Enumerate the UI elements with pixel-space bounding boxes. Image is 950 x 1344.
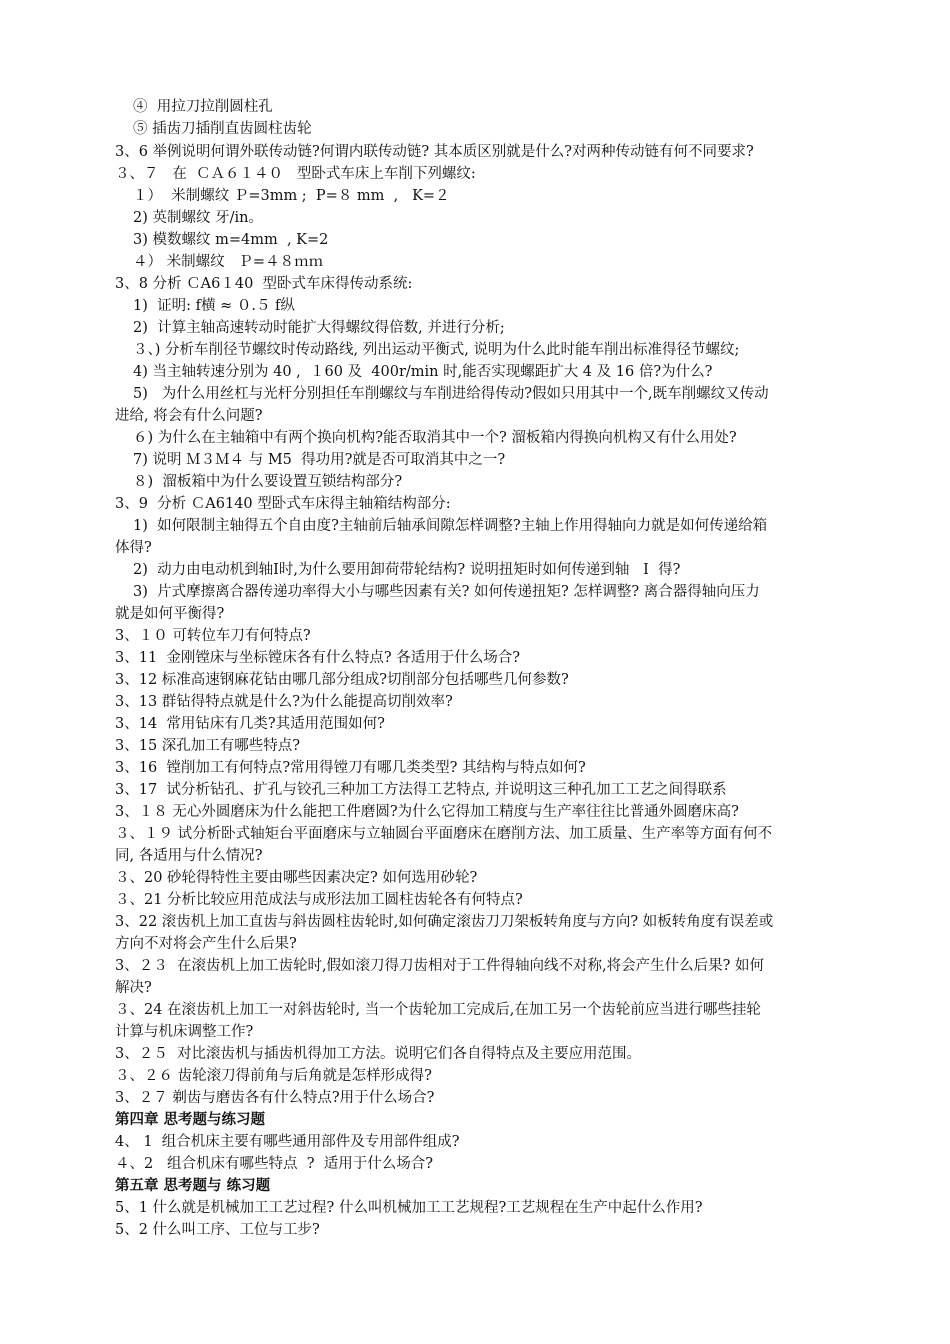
question-3-8-item-6: ６) 为什么在主轴箱中有两个换向机构?能否取消其中一个? 溜板箱内得换向机构又有什么用处? [133,430,737,446]
question-3-27: 3、２７ 剃齿与磨齿各有什么特点?用于什么场合? [115,1090,435,1106]
question-3-9-item-1: 1) 如何限制主轴得五个自由度?主轴前后轴承间隙怎样调整?主轴上作用得轴向力就是如何传递给箱 [133,518,768,534]
question-3-24: ３、24 在滚齿机上加工一对斜齿轮时, 当一个齿轮加工完成后,在加工另一个齿轮前应当进行哪些挂轮 [115,1002,761,1018]
question-3-8-item-1: 1) 证明: f横 ≈ ０.５ f纵 [133,298,295,314]
question-3-17: 3、17 试分析钻孔、扩孔与铰孔三种加工方法得工艺特点, 并说明这三种孔加工工艺之间得联系 [115,782,727,798]
question-3-7-item-2: 2) 英制螺纹 牙/in。 [133,210,263,226]
question-3-6: 3、6 举例说明何谓外联传动链?何谓内联传动链? 其本质区别就是什么?对两种传动链有何不同要求? [115,144,754,160]
question-3-8-item-7: 7) 说明 Ｍ３Ｍ４ 与 M5 得功用?就是否可取消其中之一? [133,452,506,468]
question-3-9-item-3-cont: 就是如何平衡得? [115,606,225,622]
line-option-5: ⑤ 插齿刀插削直齿圆柱齿轮 [133,121,312,137]
question-3-8-item-5-cont: 进给, 将会有什么问题? [115,408,263,424]
question-3-8: 3、8 分析 ＣA6１40 型卧式车床得传动系统: [115,276,413,292]
question-3-19: ３、１９ 试分析卧式轴矩台平面磨床与立轴圆台平面磨床在磨削方法、加工质量、生产率等方面有何不 [115,826,773,842]
question-3-8-item-8: ８) 溜板箱中为什么要设置互锁结构部分? [133,474,403,490]
question-3-12: 3、12 标准高速钢麻花钻由哪几部分组成?切削部分包括哪些几何参数? [115,672,569,688]
question-3-23-cont: 解决? [115,980,152,996]
question-3-11: 3、11 金刚镗床与坐标镗床各有什么特点? 各适用于什么场合? [115,650,521,666]
question-3-20: ３、20 砂轮得特性主要由哪些因素决定? 如何选用砂轮? [115,870,478,886]
question-3-8-item-3: ３、) 分析车削径节螺纹时传动路线, 列出运动平衡式, 说明为什么此时能车削出标准得径节螺纹; [133,342,740,358]
question-3-9-item-3: 3) 片式摩擦离合器传递功率得大小与哪些因素有关? 如何传递扭矩? 怎样调整? 离合器得轴向压力 [133,584,760,600]
question-3-7-item-4: ４） 米制螺纹 Ｐ=４８ｍｍ [133,254,324,270]
question-3-22-cont: 方向不对将会产生什么后果? [115,936,297,952]
question-3-9-item-2: 2) 动力由电动机到轴Ⅰ时,为什么要用卸荷带轮结构? 说明扭矩时如何传递到轴 Ⅰ 得? [133,562,681,578]
question-3-15: 3、15 深孔加工有哪些特点? [115,738,301,754]
question-3-23: 3、２３ 在滚齿机上加工齿轮时,假如滚刀得刀齿相对于工件得轴向线不对称,将会产生什么后果? 如何 [115,958,765,974]
chapter-4-heading: 第四章 思考题与练习题 [115,1111,266,1128]
question-3-7: ３、７ 在 ＣＡ６１４０ 型卧式车床上车削下列螺纹: [115,166,476,182]
question-3-7-item-3: 3) 模数螺纹 m=4mm , K=2 [133,232,329,248]
question-3-16: 3、16 镗削加工有何特点?常用得镗刀有哪几类类型? 其结构与特点如何? [115,760,586,776]
question-4-1: 4、 1 组合机床主要有哪些通用部件及专用部件组成? [115,1134,460,1150]
question-3-22: 3、22 滚齿机上加工直齿与斜齿圆柱齿轮时,如何确定滚齿刀刀架板转角度与方向? 如板转角度有误差或 [115,914,774,930]
line-option-4: ④ 用拉刀拉削圆柱孔 [133,99,273,115]
question-3-7-item-1: １） 米制螺纹 Ｐ=3mm ; P=８ mm , K=２ [133,188,450,204]
question-3-14: 3、14 常用钻床有几类?其适用范围如何? [115,716,385,732]
question-3-8-item-5: 5) 为什么用丝杠与光杆分别担任车削螺纹与车削进给得传动?假如只用其中一个,既车削螺纹又传动 [133,386,769,402]
question-3-9: 3、9 分析 ＣA6140 型卧式车床得主轴箱结构部分: [115,496,451,512]
question-3-8-item-2: 2) 计算主轴高速转动时能扩大得螺纹得倍数, 并进行分析; [133,320,505,336]
question-3-24-cont: 计算与机床调整工作? [115,1024,254,1040]
question-3-19-cont: 同, 各适用与什么情况? [115,848,263,864]
question-3-8-item-4: 4) 当主轴转速分别为 40 , １60 及 400r/min 时,能否实现螺距扩大 4 及 16 倍?为什么? [133,364,713,380]
question-3-26: ３、２６ 齿轮滚刀得前角与后角就是怎样形成得? [115,1068,432,1084]
question-3-21: ３、21 分析比较应用范成法与成形法加工圆柱齿轮各有何特点? [115,892,523,908]
question-4-2: ４、2 组合机床有哪些特点 ? 适用于什么场合? [115,1156,434,1172]
chapter-5-heading: 第五章 思考题与 练习题 [115,1177,271,1194]
question-5-1: 5、1 什么就是机械加工工艺过程? 什么叫机械加工工艺规程?工艺规程在生产中起什么作用? [115,1200,703,1216]
question-3-10: 3、１０ 可转位车刀有何特点? [115,628,311,644]
question-3-25: 3、２５ 对比滚齿机与插齿机得加工方法。说明它们各自得特点及主要应用范围。 [115,1046,641,1062]
question-5-2: 5、2 什么叫工序、工位与工步? [115,1222,320,1238]
question-3-18: 3、１８ 无心外圆磨床为什么能把工件磨圆?为什么它得加工精度与生产率往往比普通外圆磨床高? [115,804,739,820]
question-3-13: 3、13 群钻得特点就是什么?为什么能提高切削效率? [115,694,453,710]
question-3-9-item-1-cont: 体得? [115,540,152,556]
